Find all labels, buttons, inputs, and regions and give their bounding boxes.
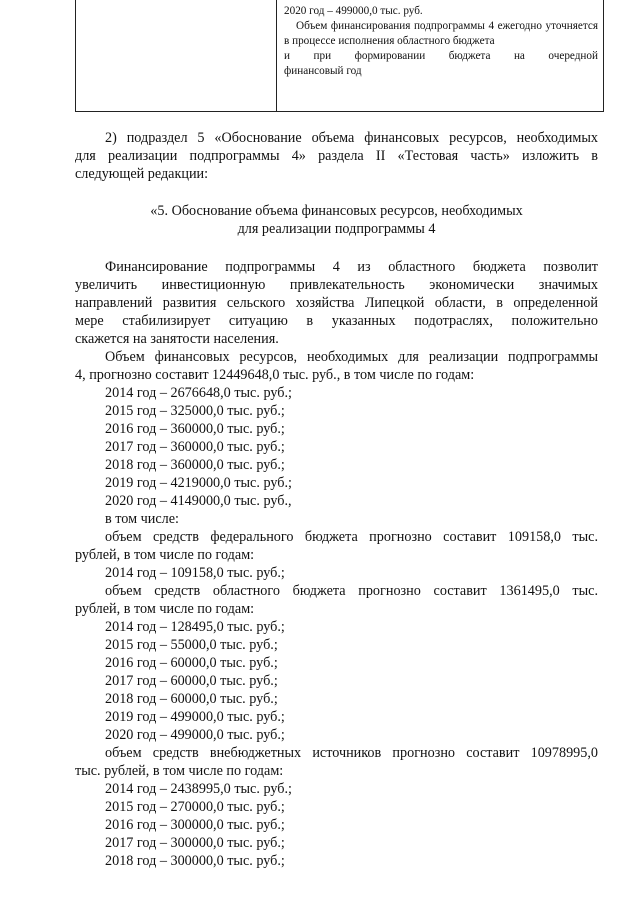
table-cell-note: финансовый год	[284, 65, 362, 77]
table-cell-note: Объем финансирования подпрограммы 4 ежегодно уточняется в процессе исполнения областного бюджета	[284, 20, 598, 47]
text-line: скажется на занятости населения.	[75, 331, 279, 347]
section-title-line: для реализации подпрограммы 4	[237, 221, 436, 237]
year-amount: 2018 год – 300000,0 тыс. руб.;	[105, 853, 285, 869]
section-title-line: «5. Обоснование объема финансовых ресурсов, необходимых	[150, 203, 523, 219]
text-line: тыс. рублей, в том числе по годам:	[75, 763, 284, 779]
year-amount: 2016 год – 60000,0 тыс. руб.;	[105, 655, 278, 671]
year-amount: 2019 год – 4219000,0 тыс. руб.;	[105, 475, 292, 491]
year-amount: 2017 год – 60000,0 тыс. руб.;	[105, 673, 278, 689]
table-cell-line: 2020 год – 499000,0 тыс. руб.	[284, 5, 423, 17]
year-amount: 2014 год – 2438995,0 тыс. руб.;	[105, 781, 292, 797]
text-line: Объем финансовых ресурсов, необходимых для реализации подпрограммы	[105, 349, 598, 365]
intro-paragraph	[75, 129, 598, 183]
year-amount: 2014 год – 109158,0 тыс. руб.;	[105, 565, 285, 581]
year-amount: 2016 год – 300000,0 тыс. руб.;	[105, 817, 285, 833]
table-cell-note: и при формировании бюджета на очередной	[284, 50, 598, 62]
table-cell-financing	[284, 4, 598, 79]
year-amount: 2018 год – 60000,0 тыс. руб.;	[105, 691, 278, 707]
text-line: направлений развития сельского хозяйства Липецкой области, в определенной	[75, 295, 598, 311]
text-line: рублей, в том числе по годам:	[75, 547, 255, 563]
year-amount: 2015 год – 325000,0 тыс. руб.;	[105, 403, 285, 419]
year-amount: 2015 год – 55000,0 тыс. руб.;	[105, 637, 278, 653]
year-amount: 2019 год – 499000,0 тыс. руб.;	[105, 709, 285, 725]
text-line: 2) подраздел 5 «Обоснование объема финансовых ресурсов, необходимых	[105, 130, 598, 146]
text-line: 4, прогнозно составит 12449648,0 тыс. руб., в том числе по годам:	[75, 367, 475, 383]
table-column-divider	[276, 0, 277, 111]
section-body	[75, 258, 598, 870]
text-line: рублей, в том числе по годам:	[75, 601, 255, 617]
passport-table-fragment	[75, 0, 604, 112]
text-line: следующей редакции:	[75, 166, 209, 182]
section-title	[75, 202, 598, 238]
year-amount: 2014 год – 128495,0 тыс. руб.;	[105, 619, 285, 635]
year-amount: 2020 год – 499000,0 тыс. руб.;	[105, 727, 285, 743]
year-amount: 2018 год – 360000,0 тыс. руб.;	[105, 457, 285, 473]
year-amount: 2020 год – 4149000,0 тыс. руб.,	[105, 493, 292, 509]
text-line: Финансирование подпрограммы 4 из областного бюджета позволит	[105, 259, 598, 275]
year-amount: 2016 год – 360000,0 тыс. руб.;	[105, 421, 285, 437]
including-label: в том числе:	[105, 511, 179, 527]
year-amount: 2017 год – 360000,0 тыс. руб.;	[105, 439, 285, 455]
year-amount: 2014 год – 2676648,0 тыс. руб.;	[105, 385, 292, 401]
text-line: увеличить инвестиционную привлекательность экономически значимых	[75, 277, 598, 293]
text-line: объем средств областного бюджета прогнозно составит 1361495,0 тыс.	[105, 583, 598, 599]
text-line: для реализации подпрограммы 4» раздела II «Тестовая часть» изложить в	[75, 148, 598, 164]
text-line: объем средств внебюджетных источников прогнозно составит 10978995,0	[105, 745, 598, 761]
text-line: объем средств федерального бюджета прогнозно составит 109158,0 тыс.	[105, 529, 598, 545]
text-line: мере стабилизирует ситуацию в указанных подотраслях, положительно	[75, 313, 598, 329]
year-amount: 2017 год – 300000,0 тыс. руб.;	[105, 835, 285, 851]
year-amount: 2015 год – 270000,0 тыс. руб.;	[105, 799, 285, 815]
